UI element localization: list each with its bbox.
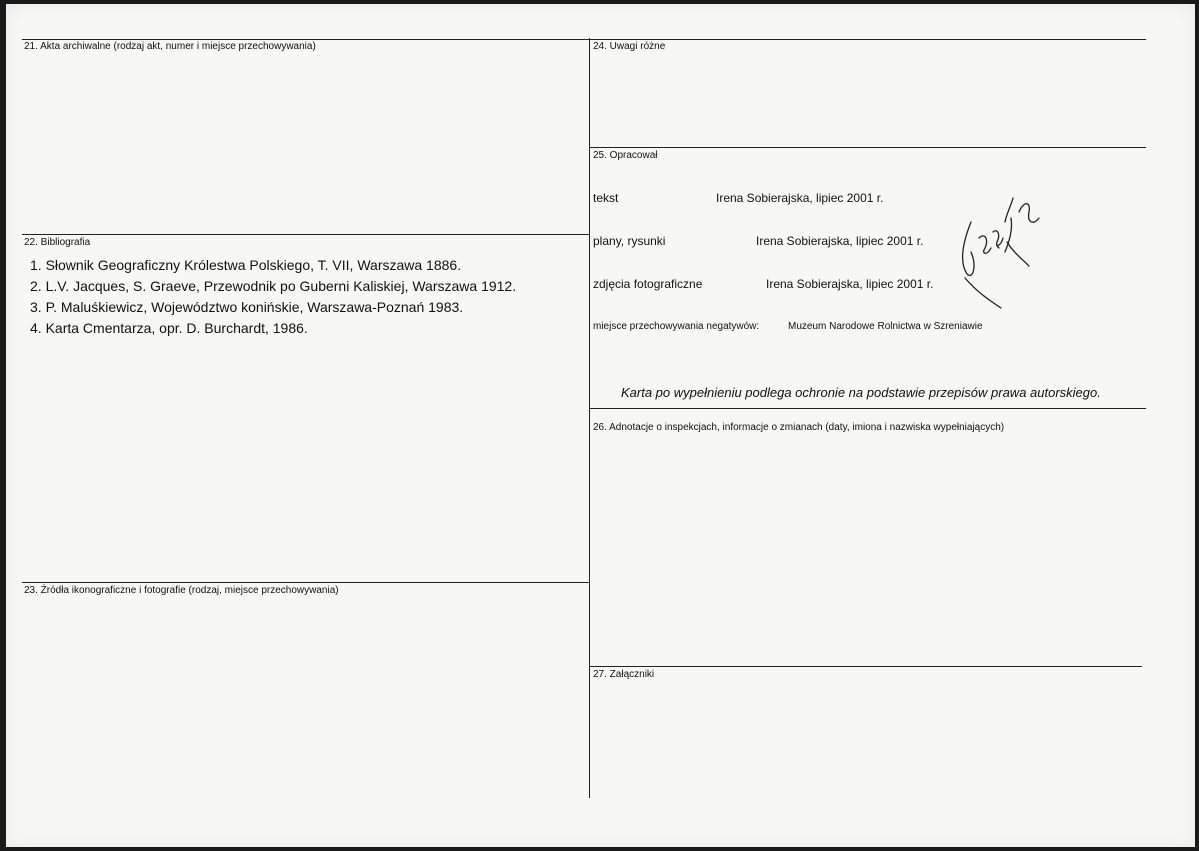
bibliography-item: 2. L.V. Jacques, S. Graeve, Przewodnik po Guberni Kaliskiej, Warszawa 1912. bbox=[30, 278, 517, 294]
field-27-label: 27. Załączniki bbox=[593, 669, 655, 680]
field-21-label: 21. Akta archiwalne (rodzaj akt, numer i miejsce przechowywania) bbox=[24, 41, 316, 52]
bibliography-item: 1. Słownik Geograficzny Królestwa Polskiego, T. VII, Warszawa 1886. bbox=[30, 257, 462, 273]
field-23-rule bbox=[22, 582, 589, 583]
author-row-value: Irena Sobierajska, lipiec 2001 r. bbox=[756, 234, 924, 248]
negatives-location-value: Muzeum Narodowe Rolnictwa w Szreniawie bbox=[788, 321, 983, 332]
field-22-label: 22. Bibliografia bbox=[24, 237, 91, 248]
field-22-rule bbox=[22, 234, 589, 235]
field-24-rule bbox=[589, 39, 1146, 40]
field-26-label: 26. Adnotacje o inspekcjach, informacje o zmianach (daty, imiona i nazwiska wypełniających) bbox=[593, 422, 1005, 433]
author-row-value: Irena Sobierajska, lipiec 2001 r. bbox=[716, 191, 884, 205]
bibliography-item: 3. P. Maluśkiewicz, Województwo konińskie, Warszawa-Poznań 1983. bbox=[30, 299, 464, 315]
author-row-key: zdjęcia fotograficzne bbox=[593, 277, 703, 291]
column-divider bbox=[589, 38, 590, 798]
field-23-label: 23. Źródła ikonograficzne i fotografie (rodzaj, miejsce przechowywania) bbox=[24, 585, 339, 596]
field-26-rule bbox=[589, 408, 1146, 409]
field-24-label: 24. Uwagi różne bbox=[593, 41, 666, 52]
negatives-location-key: miejsce przechowywania negatywów: bbox=[593, 321, 760, 332]
field-21-rule bbox=[22, 39, 589, 40]
record-card bbox=[6, 4, 1195, 847]
field-27-rule bbox=[589, 666, 1142, 667]
author-row-value: Irena Sobierajska, lipiec 2001 r. bbox=[766, 277, 934, 291]
copyright-note: Karta po wypełnieniu podlega ochronie na podstawie przepisów prawa autorskiego. bbox=[621, 385, 1101, 400]
field-25-rule bbox=[589, 147, 1146, 148]
author-row-key: plany, rysunki bbox=[593, 234, 666, 248]
field-25-label: 25. Opracował bbox=[593, 150, 658, 161]
bibliography-item: 4. Karta Cmentarza, opr. D. Burchardt, 1986. bbox=[30, 320, 308, 336]
signature bbox=[941, 182, 1051, 312]
author-row-key: tekst bbox=[593, 191, 619, 205]
